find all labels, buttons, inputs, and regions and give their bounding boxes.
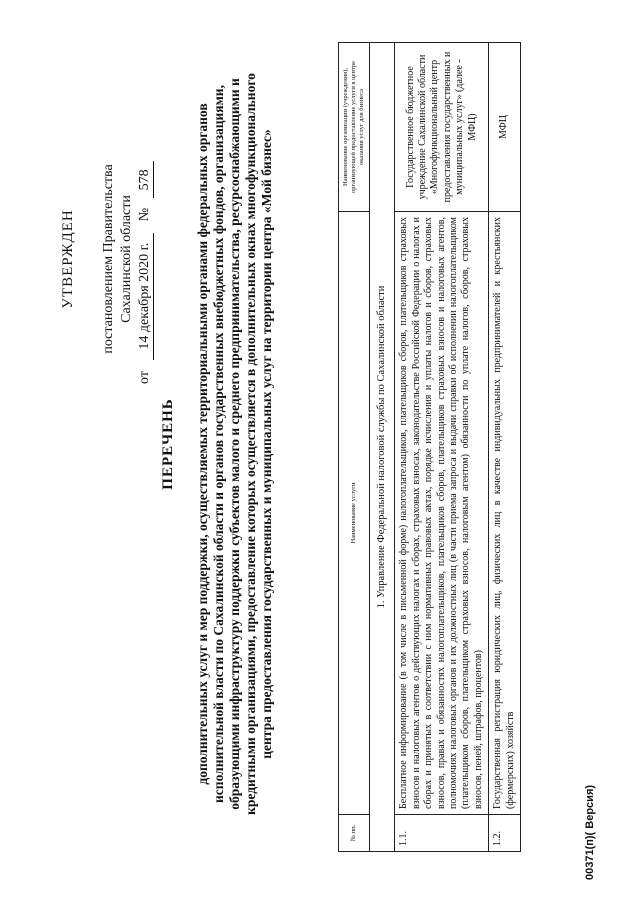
approval-date: 14 декабря 2020 г. <box>136 233 154 360</box>
approval-from: от <box>137 371 152 384</box>
header-service: Наименование услуги <box>339 212 370 815</box>
document-title: ПЕРЕЧЕНЬ <box>160 398 176 490</box>
row-org: МФЦ <box>489 43 521 212</box>
approval-date-line <box>136 124 154 384</box>
table-section-row <box>370 43 395 852</box>
section-title: 1. Управление Федеральной налоговой службы по Сахалинской области <box>370 43 395 852</box>
table-row <box>395 43 489 852</box>
table-row <box>489 43 521 852</box>
footer-code: 00371(п)( Версия) <box>584 784 596 880</box>
approval-line-1: постановлением Правительства <box>101 164 116 354</box>
row-service: Бесплатное информирование (в том числе в письменной форме) налогоплательщиков, плательщиков сборов, плательщиков страховых взносов и налоговых агентов о действующих налогах и сборах, страховых взносах, законодательстве Российской Федерации о налогах и сборах и принятых в соответствии с ним нормативных правовых актах, порядке исчисления и уплаты налогов и сборов, страховых взносов, правах и обязанностях налогоплательщиков, плательщиков сборов, плательщиков страховых взносов и налоговых агентов, полномочиях налоговых органов и их должностных лиц (в части приема запроса и выдачи справки об исполнении налогоплательщиком (плательщиком сборов, плательщиком страховых взносов, налоговым агентом) обязанности по уплате налогов, сборов, страховых взносов, пеней, штрафов, процентов) <box>395 212 489 815</box>
header-num: № пп. <box>339 815 370 852</box>
row-num: 1.2. <box>489 815 521 852</box>
approval-number: 578 <box>136 161 154 198</box>
document-heading <box>160 64 275 824</box>
row-service: Государственная регистрация юридических лиц, физических лиц в качестве индивидуальных предпринимателей и крестьянских (фермерских) хозяйств <box>489 212 521 815</box>
approval-title: УТВЕРЖДЕН <box>60 209 76 309</box>
table-header-row <box>339 43 370 852</box>
services-table <box>338 42 521 852</box>
approval-number-sign: № <box>137 207 152 222</box>
approval-line-2: Сахалинской области <box>119 195 134 323</box>
document-subtitle: дополнительных услуг и мер поддержки, осуществляемых территориальными органами федеральных органов исполнительной власти по Сахалинской области и органов государственных внебюджетных фондов, организациями, образующими инфраструктуру поддержки субъектов малого и среднего предпринимательства, ресурсоснабжающими и кредитными организациями, предоставление которых осуществляется в дополнительных окнах многофункционального центра предоставления государственных и муниципальных услуг на территории центра «Мой бизнес» <box>195 73 274 815</box>
row-org: Государственное бюджетное учреждение Сахалинской области «Многофункциональный центр предоставления государственных и муниципальных услуг» (далее - МФЦ) <box>395 43 489 212</box>
header-org: Наименование организации (учреждения), организующей предоставление услуги в центре оказания услуг для бизнеса <box>339 43 370 212</box>
row-num: 1.1. <box>395 815 489 852</box>
